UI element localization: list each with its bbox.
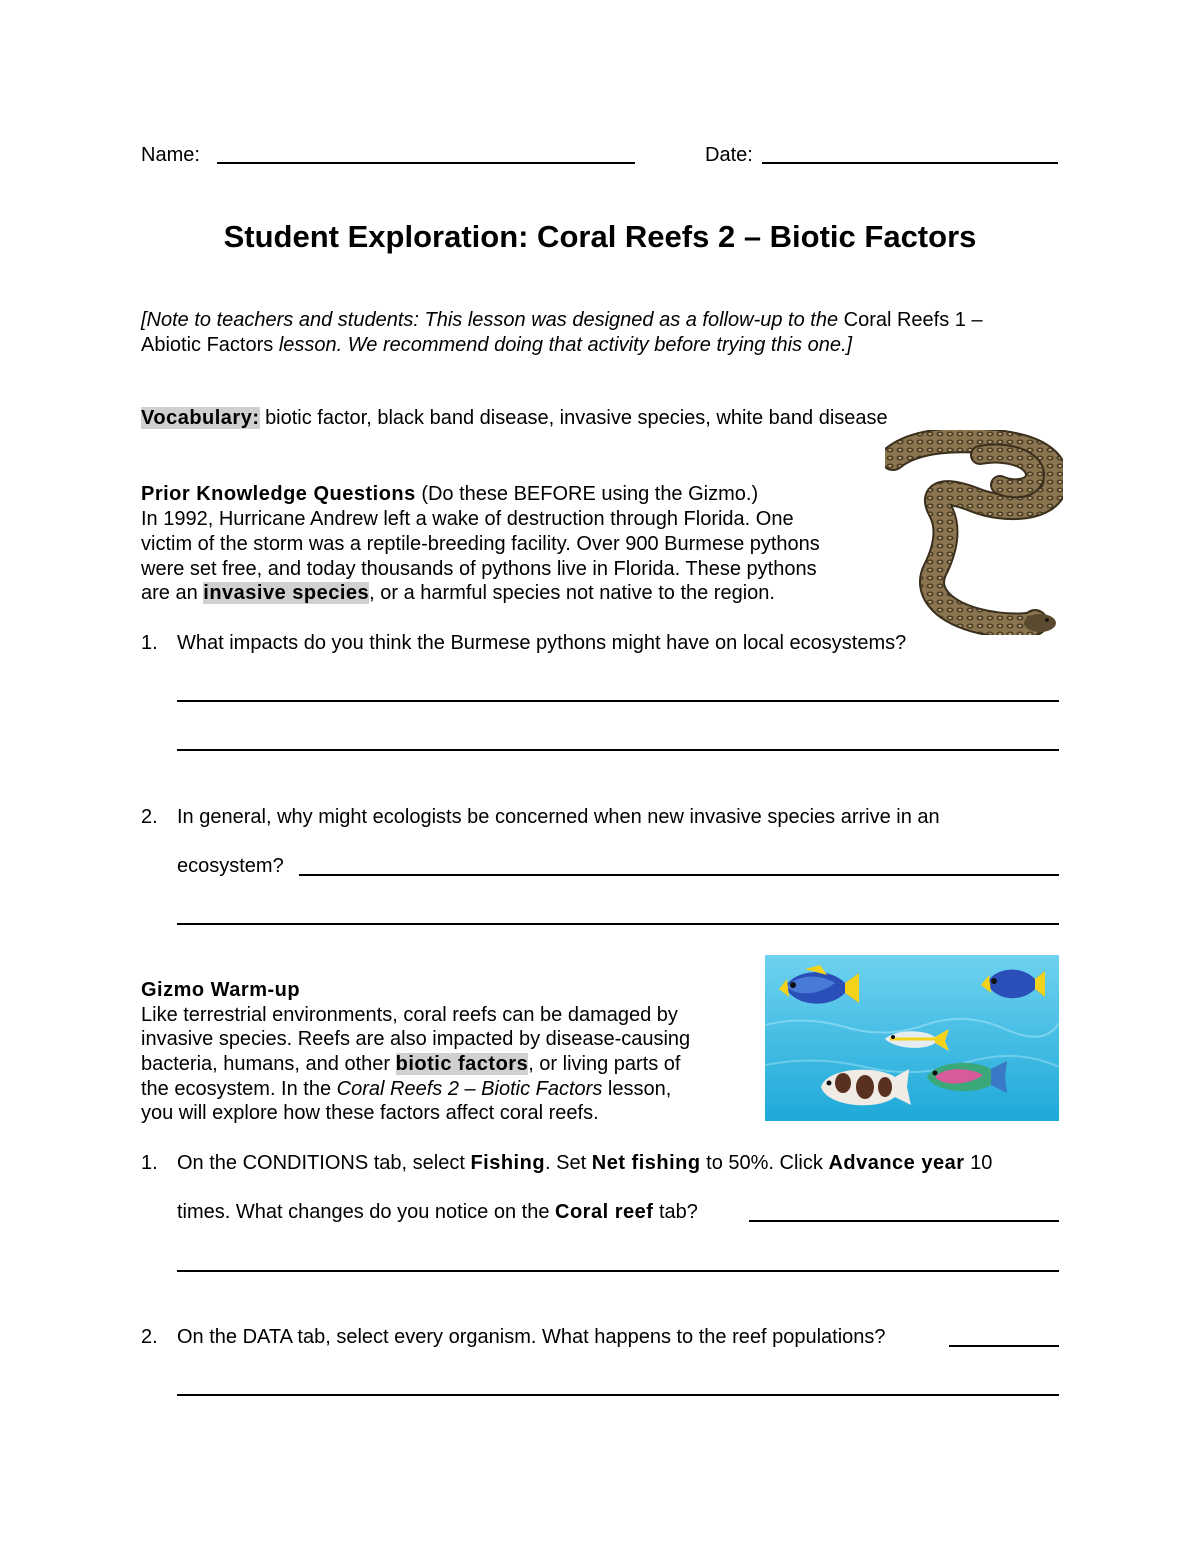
- prior-knowledge-heading-line: Prior Knowledge Questions (Do these BEFORE using the Gizmo.): [141, 483, 759, 505]
- question-number: 1.: [141, 1152, 158, 1174]
- warmup-text-5: you will explore how these factors affect coral reefs.: [141, 1102, 599, 1124]
- question-number: 1.: [141, 632, 158, 654]
- python-image: [885, 430, 1063, 635]
- invasive-species-term: invasive species: [203, 582, 370, 604]
- answer-line[interactable]: [177, 1270, 1059, 1272]
- answer-line[interactable]: [177, 923, 1059, 925]
- prior-knowledge-text-3: were set free, and today thousands of pythons live in Florida. These pythons: [141, 558, 817, 580]
- prior-knowledge-text-1: In 1992, Hurricane Andrew left a wake of destruction through Florida. One: [141, 508, 794, 530]
- answer-line[interactable]: [749, 1220, 1059, 1222]
- prior-knowledge-heading: Prior Knowledge Questions: [141, 483, 416, 505]
- answer-line[interactable]: [177, 700, 1059, 702]
- page-title: Student Exploration: Coral Reefs 2 – Biotic Factors: [223, 219, 977, 254]
- prior-question-1: What impacts do you think the Burmese pythons might have on local ecosystems?: [177, 632, 907, 654]
- prior-question-2: In general, why might ecologists be concerned when new invasive species arrive in an: [177, 806, 940, 828]
- warmup-heading: Gizmo Warm-up: [141, 979, 301, 1001]
- reef-fish-image: [765, 955, 1059, 1121]
- answer-line[interactable]: [177, 749, 1059, 751]
- warmup-text-3: bacteria, humans, and other biotic factors, or living parts of: [141, 1053, 681, 1075]
- vocabulary-label: Vocabulary:: [141, 407, 260, 429]
- prior-knowledge-text-2: victim of the storm was a reptile-breeding facility. Over 900 Burmese pythons: [141, 533, 820, 555]
- teacher-note-line2: Abiotic Factors lesson. We recommend doing that activity before trying this one.]: [141, 334, 853, 356]
- vocabulary-terms: biotic factor, black band disease, invasive species, white band disease: [265, 407, 888, 429]
- question-number: 2.: [141, 1326, 158, 1348]
- warmup-text-4: the ecosystem. In the Coral Reefs 2 – Biotic Factors lesson,: [141, 1078, 672, 1100]
- warmup-text-1: Like terrestrial environments, coral reefs can be damaged by: [141, 1004, 678, 1026]
- date-label: Date:: [705, 144, 753, 166]
- teacher-note-line1: [Note to teachers and students: This lesson was designed as a follow-up to the Coral Reefs 1 –: [141, 309, 983, 331]
- vocabulary-line: [141, 406, 888, 431]
- warmup-text-2: invasive species. Reefs are also impacted by disease-causing: [141, 1028, 691, 1050]
- warmup-question-1: On the CONDITIONS tab, select Fishing. Set Net fishing to 50%. Click Advance year 10: [177, 1152, 993, 1174]
- answer-line[interactable]: [949, 1345, 1059, 1347]
- answer-line[interactable]: [177, 1394, 1059, 1396]
- name-label: Name:: [141, 144, 200, 166]
- warmup-question-1-cont: times. What changes do you notice on the Coral reef tab?: [177, 1201, 698, 1223]
- prior-question-2-cont: ecosystem?: [177, 855, 284, 877]
- biotic-factors-term: biotic factors: [395, 1053, 529, 1075]
- question-number: 2.: [141, 806, 158, 828]
- answer-line[interactable]: [299, 874, 1059, 876]
- warmup-question-2: On the DATA tab, select every organism. What happens to the reef populations?: [177, 1326, 886, 1348]
- date-field-line[interactable]: [762, 162, 1058, 164]
- prior-knowledge-text-4: are an invasive species, or a harmful species not native to the region.: [141, 582, 775, 604]
- name-field-line[interactable]: [217, 162, 635, 164]
